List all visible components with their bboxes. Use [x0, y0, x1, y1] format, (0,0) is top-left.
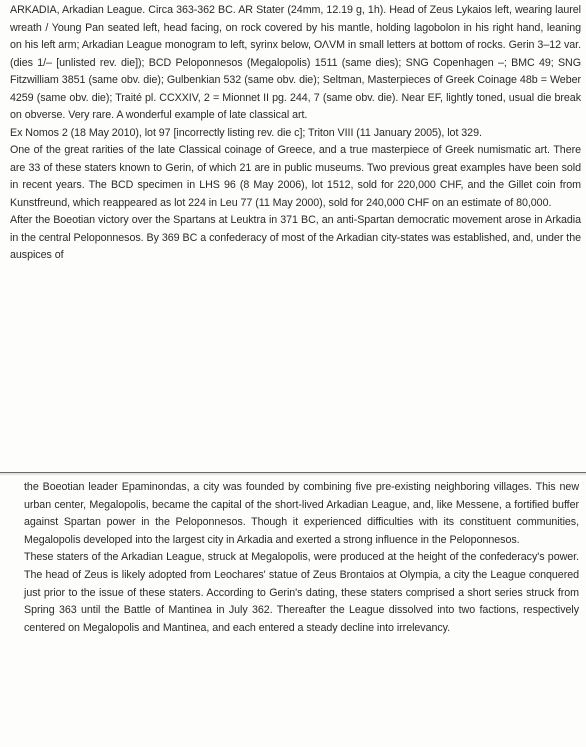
page-join-shadow — [0, 473, 586, 476]
history-paragraph-start: After the Boeotian victory over the Spartans at Leuktra in 371 BC, an anti-Spartan democratic movement arose in Arkadia in the central Peloponnesos. By 369 BC a confederacy of most of the Arkadian city-states was established, and, under the auspices of — [10, 214, 581, 261]
lot-description-top — [10, 2, 581, 265]
provenance-paragraph: Ex Nomos 2 (18 May 2010), lot 97 [incorrectly listing rev. die c]; Triton VIII (11 January 2005), lot 329. — [10, 126, 482, 139]
coin-description-paragraph: ARKADIA, Arkadian League. Circa 363-362 BC. AR Stater (24mm, 12.19 g, 1h). Head of Zeus Lykaios left, wearing laurel wreath / Young Pan seated left, head facing, on rock covered by his mantle, holding lagobolon in his right hand, leaning on his left arm; Arkadian League monogram to left, syrinx below, ΟΛVΜ in small letters at bottom of rocks. Gerin 3–12 var. (dies 1/– [unlisted rev. die]); BCD Peloponnesos (Megalopolis) 1511 (same dies); SNG Copenhagen –; BMC 49; SNG Fitzwilliam 3851 (same obv. die); Gulbenkian 532 (same obv. die); Seltman, Masterpieces of Greek Coinage 48b = Weber 4259 (same obv. die); Traité pl. CCXXIV, 2 = Mionnet II pg. 244, 7 (same obv. die). Near EF, lightly toned, usual die break on obverse. Very rare. A wonderful example of late classical art. — [10, 4, 581, 121]
rarity-paragraph: One of the great rarities of the late Classical coinage of Greece, and a true masterpiece of Greek numismatic art. There are 33 of these staters known to Gerin, of which 21 are in public museums. Two previous great examples have been sold in recent years. The BCD specimen in LHS 96 (8 May 2006), lot 1512, sold for 220,000 CHF, and the Gillet coin from Kunstfreund, which reappeared as lot 224 in Leu 77 (11 May 2000), sold for 240,000 CHF on an estimate of 80,000. — [10, 144, 581, 209]
staters-paragraph: These staters of the Arkadian League, struck at Megalopolis, were produced at the height of the confederacy's power. The head of Zeus is likely adopted from Leochares' statue of Zeus Brontaios at Olympia, a city the League conquered just prior to the issue of these staters. According to Gerin's dating, these staters comprised a short series struck from Spring 363 until the Battle of Mantinea in July 362. Thereafter the League dissolved into two factions, respectively centered on Megalopolis and Mantinea, and each entered a steady decline into irrelevancy. — [24, 551, 579, 634]
lot-description-bottom — [24, 479, 579, 637]
history-paragraph-continued: the Boeotian leader Epaminondas, a city was founded by combining five pre-existing neighboring villages. This new urban center, Megalopolis, became the capital of the short-lived Arkadian League, and, like Messene, a fortified buffer against Spartan power in the Peloponnesos. Though it experienced difficulties with its constituent communities, Megalopolis developed into the largest city in Arkadia and exerted a strong influence in the Peloponnesos. — [24, 481, 579, 546]
